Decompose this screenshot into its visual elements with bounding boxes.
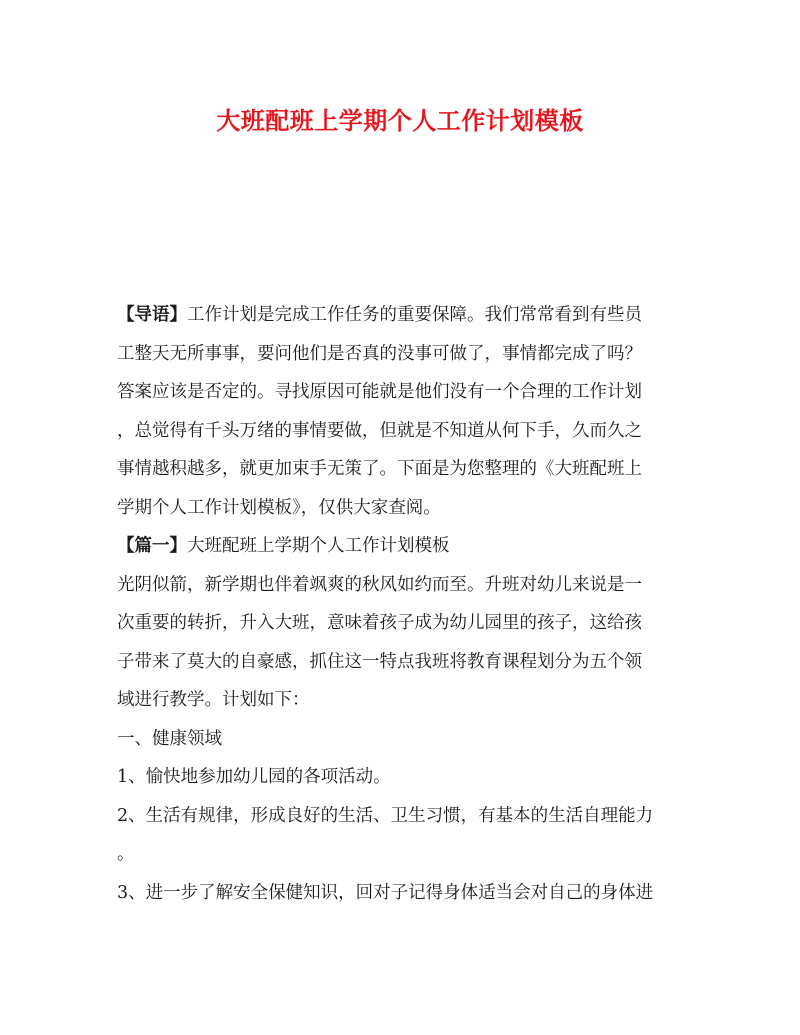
document-title: 大班配班上学期个人工作计划模板 [216,106,584,135]
item-heading-health: 一、健康领域 [117,728,222,749]
section-label: 【篇一】 [117,536,187,556]
intro-line-6: 学期个人工作计划模板》，仅供大家查阅。 [117,497,441,518]
intro-line-4: ，总觉得有千头万绪的事情要做，但就是不知道从何下手，久而久之 [117,420,642,441]
para1-line-3: 子带来了莫大的自豪感，抓住这一特点我班将教育课程划分为五个领 [117,651,642,672]
list-item-2-line-1: 2、生活有规律，形成良好的生活、卫生习惯，有基本的生活自理能力 [117,805,654,826]
para1-line-2: 次重要的转折，升入大班，意味着孩子成为幼儿园里的孩子，这给孩 [117,613,642,633]
intro-line-5: 事情越积越多，就更加束手无策了。下面是为您整理的《大班配班上 [117,459,642,479]
list-item-2-line-2: 。 [117,844,135,864]
section-heading-text: 大班配班上学期个人工作计划模板 [187,536,450,556]
intro-label: 【导语】 [117,305,187,325]
intro-text-1: 工作计划是完成工作任务的重要保障。我们常常看到有些员 [187,305,642,325]
intro-line-1 [117,296,683,335]
document-body [117,296,683,912]
intro-line-3: 答案应该是否定的。寻找原因可能就是他们没有一个合理的工作计划 [117,382,642,402]
section-heading [117,527,683,566]
para1-line-1: 光阴似箭，新学期也伴着飒爽的秋风如约而至。升班对幼儿来说是一 [117,574,642,595]
para1-line-4: 域进行教学。计划如下： [117,690,310,710]
list-item-1: 1、愉快地参加幼儿园的各项活动。 [117,767,391,787]
list-item-3: 3、进一步了解安全保健知识，回对子记得身体适当会对自己的身体进 [117,882,654,903]
intro-line-2: 工整天无所事事，要问他们是否真的没事可做了，事情都完成了吗？ [117,343,642,364]
